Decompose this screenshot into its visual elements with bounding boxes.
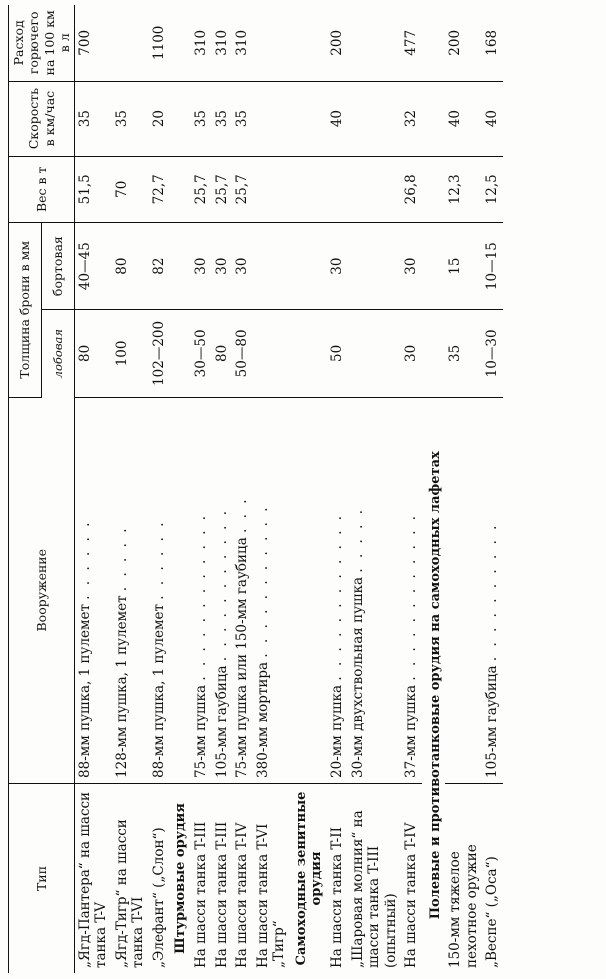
cell-speed: 35 (212, 81, 232, 156)
cell-armament (401, 397, 421, 783)
cell-armor-side (348, 223, 401, 310)
table-row (232, 5, 252, 973)
table-row (212, 5, 232, 973)
cell-fuel: 310 (212, 5, 232, 81)
cell-type: На шасси танка T-IV (403, 822, 420, 968)
leader-dots: . . . . . . . . . . . (254, 504, 271, 658)
cell-weight: 12,5 (482, 156, 502, 222)
cell-weight: 51,5 (75, 156, 112, 222)
leader-dots: . . . . . . . . . . . . (329, 512, 346, 681)
cell-type: „Элефант“ („Слон“) (150, 827, 167, 968)
cell-type: „Ягд-Тигр“ на шасси танка T-VI (113, 819, 147, 968)
cell-fuel: 310 (191, 5, 211, 81)
armament-text: 88-мм пушка, 1 пулемет (77, 603, 93, 778)
section-row (422, 5, 446, 973)
cell-armor-side: 10—15 (482, 223, 502, 310)
header-type: Тип (9, 783, 75, 973)
cell-speed: 35 (232, 81, 252, 156)
cell-speed: 35 (191, 81, 211, 156)
cell-type: На шасси танка T-III (213, 821, 230, 968)
table-row (327, 5, 347, 973)
header-armor: Толщина брони в мм (9, 223, 42, 398)
cell-type: 150-мм тяжелое пехотное оружие (447, 844, 480, 968)
cell-armor-side: 82 (149, 223, 169, 310)
cell-weight: 26,8 (401, 156, 421, 222)
table-row (445, 5, 482, 973)
cell-speed: 40 (482, 81, 502, 156)
cell-armor-side: 30 (401, 223, 421, 310)
cell-armor-side (253, 223, 290, 310)
table-row (191, 5, 211, 973)
vehicles-table (8, 5, 503, 973)
table-row (401, 5, 421, 973)
cell-speed (253, 81, 290, 156)
cell-armament (149, 397, 169, 783)
cell-fuel: 168 (482, 5, 502, 81)
armament-text: 75-мм пушка или 150-мм гаубица (234, 537, 251, 778)
leader-dots: . . . . . . . . . . (484, 522, 501, 662)
cell-type: На шасси танка T-IV (234, 822, 251, 968)
leader-dots: . . . . . (113, 525, 130, 592)
cell-speed: 32 (401, 81, 421, 156)
armament-text: 380-мм мортира (254, 661, 271, 778)
leader-dots: . . . . . . . . . . . . (193, 512, 210, 681)
cell-fuel: 1100 (149, 5, 169, 81)
cell-type: „Ягд-Пантера“ на шасси танка T-V (77, 791, 110, 968)
table-row (348, 5, 401, 973)
table-row (482, 5, 502, 973)
cell-armor-front: 102—200 (149, 310, 169, 397)
section-title-assault: Штурмовые орудия (173, 803, 189, 954)
header-fuel: Расход горючего на 100 км в л (9, 5, 75, 81)
armament-text: 105-мм гаубица (213, 665, 230, 778)
cell-weight (327, 156, 347, 222)
leader-dots: . . . . . . (150, 519, 167, 600)
cell-type: „Веспе“ („Оса“) (484, 856, 501, 968)
cell-fuel: 200 (327, 5, 347, 81)
table-body (75, 5, 503, 973)
cell-armament (482, 397, 502, 783)
cell-type: „Шаровая молния“ на шасси танка T-III (опытный) (349, 810, 399, 968)
cell-fuel: 477 (401, 5, 421, 81)
armament-text: 88-мм пушка, 1 пулемет (150, 603, 167, 778)
cell-fuel (253, 5, 290, 81)
cell-speed: 20 (149, 81, 169, 156)
table-row (75, 5, 112, 973)
cell-armor-side: 40—45 (75, 223, 112, 310)
cell-armament (112, 397, 149, 783)
table-row (112, 5, 149, 973)
cell-speed: 35 (75, 81, 112, 156)
cell-weight: 25,7 (232, 156, 252, 222)
header-weight: Вес в т (9, 156, 75, 222)
leader-dots: . . . . . (349, 506, 366, 573)
cell-type: На шасси танка T-II (329, 827, 346, 968)
cell-weight: 25,7 (212, 156, 232, 222)
section-title-aa: Самоходные зенитные орудия (293, 791, 325, 966)
cell-armament (253, 397, 290, 783)
leader-dots: . . . . . . . . . . . . (403, 512, 420, 681)
header-armor-side: бортовая (42, 223, 75, 310)
table-header (9, 5, 75, 973)
cell-armor-front: 100 (112, 310, 149, 397)
cell-weight: 12,3 (445, 156, 482, 222)
cell-armor-side: 30 (191, 223, 211, 310)
cell-armor-front: 10—30 (482, 310, 502, 397)
leader-dots: . . . . . . . . . . . (213, 507, 230, 662)
section-title-field: Полевые и противотанковые орудия на самоходных лафетах (427, 451, 443, 920)
table-row (253, 5, 290, 973)
cell-speed: 40 (327, 81, 347, 156)
cell-armor-side: 15 (445, 223, 482, 310)
cell-speed (348, 81, 401, 156)
cell-armor-front: 30 (401, 310, 421, 397)
cell-weight (253, 156, 290, 222)
header-armament: Вооружение (9, 397, 75, 783)
leader-dots: . . . (234, 496, 251, 533)
cell-speed: 40 (445, 81, 482, 156)
cell-armor-front (253, 310, 290, 397)
cell-type: На шасси танка T-III (193, 821, 210, 968)
armament-text: 128-мм пушка, 1 пулемет (113, 595, 130, 778)
cell-weight: 25,7 (191, 156, 211, 222)
armament-text: 75-мм пушка (193, 684, 210, 778)
cell-fuel (348, 5, 401, 81)
cell-fuel: 700 (75, 5, 112, 81)
cell-armament (75, 397, 112, 783)
cell-armor-side: 30 (232, 223, 252, 310)
leader-dots: . . . . . . (77, 519, 93, 600)
cell-armament (232, 397, 252, 783)
cell-armor-side: 80 (112, 223, 149, 310)
cell-speed: 35 (112, 81, 149, 156)
armament-text: 105-мм гаубица (484, 665, 501, 778)
cell-fuel: 200 (445, 5, 482, 81)
table-row (149, 5, 169, 973)
cell-armor-front: 80 (75, 310, 112, 397)
section-row (290, 5, 328, 973)
cell-armor-front: 30—50 (191, 310, 211, 397)
cell-armor-side: 30 (212, 223, 232, 310)
cell-armor-front: 50—80 (232, 310, 252, 397)
cell-armor-front: 80 (212, 310, 232, 397)
cell-weight: 72,7 (149, 156, 169, 222)
cell-armor-front: 35 (445, 310, 482, 397)
cell-armament (348, 397, 401, 783)
cell-armor-side: 30 (327, 223, 347, 310)
cell-weight (348, 156, 401, 222)
cell-armor-front: 50 (327, 310, 347, 397)
cell-armament (191, 397, 211, 783)
header-armor-front: лобовая (42, 310, 75, 397)
cell-armament (212, 397, 232, 783)
cell-armor-front (348, 310, 401, 397)
section-row (169, 5, 191, 973)
header-speed: Скорость в км/час (9, 81, 75, 156)
cell-type: На шасси танка T-VI „Тигр“ (254, 823, 288, 968)
cell-armament (327, 397, 347, 783)
cell-fuel: 310 (232, 5, 252, 81)
cell-weight: 70 (112, 156, 149, 222)
armament-text: 37-мм пушка (403, 684, 420, 778)
armament-text: 30-мм двухствольная пушка (349, 576, 366, 778)
cell-armament (445, 397, 482, 783)
armament-text: 20-мм пушка (329, 684, 346, 778)
cell-fuel (112, 5, 149, 81)
